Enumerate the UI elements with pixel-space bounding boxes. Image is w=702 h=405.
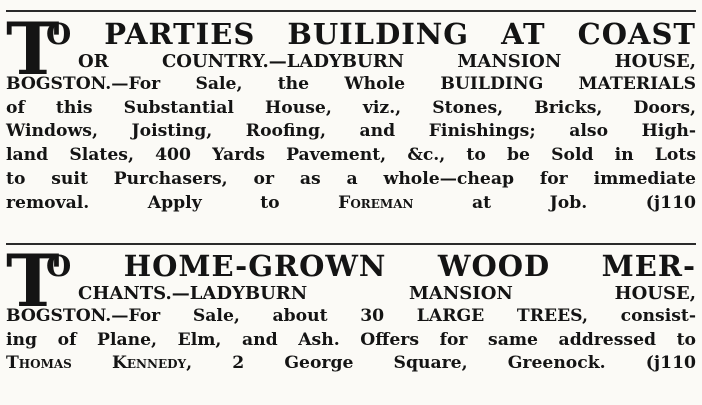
advertisement-wood-merchants [6,238,697,376]
drop-cap: T [6,6,58,91]
ad-body-line: to suit Purchasers, or as a whole—cheap for immediate [6,168,696,189]
ad-body-line: BOGSTON.—For Sale, the Whole BUILDING MATERIALS [6,74,696,94]
drop-cap: T [6,238,58,323]
ad-code: (j110 [645,353,697,374]
ad-body-line: of this Substantial House, viz., Stones, Bricks, Doors, [6,97,696,118]
ad-body-line: land Slates, 400 Yards Pavement, &c., to be Sold in Lots [6,145,696,166]
ad-headline: O PARTIES BUILDING AT COAST [46,17,696,51]
ad-text: , 2 George Square, Greenock. [186,353,606,374]
separator-rule [6,243,696,245]
contact-name: Thomas Kennedy [6,353,187,374]
ad-text: removal. Apply to [6,192,339,213]
advertisement-building-materials [6,6,696,215]
ad-body-last-line [6,352,696,376]
ad-code: (j110 [645,192,696,213]
ad-text: at Job. [413,192,588,213]
ad-body-last-line [6,192,696,216]
contact-name: Foreman [338,192,414,213]
ad-subheadline: OR COUNTRY.—LADYBURN MANSION HOUSE, [78,51,696,72]
top-rule [6,10,696,12]
ad-headline: O HOME-GROWN WOOD MER- [46,249,696,283]
ad-body-line: Windows, Joisting, Roofing, and Finishings; also High- [6,121,696,142]
ad-body-line: BOGSTON.—For Sale, about 30 LARGE TREES, consist- [6,306,696,326]
ad-subheadline: CHANTS.—LADYBURN MANSION HOUSE, [78,283,696,304]
ad-body-line: ing of Plane, Elm, and Ash. Offers for same addressed to [6,329,696,350]
